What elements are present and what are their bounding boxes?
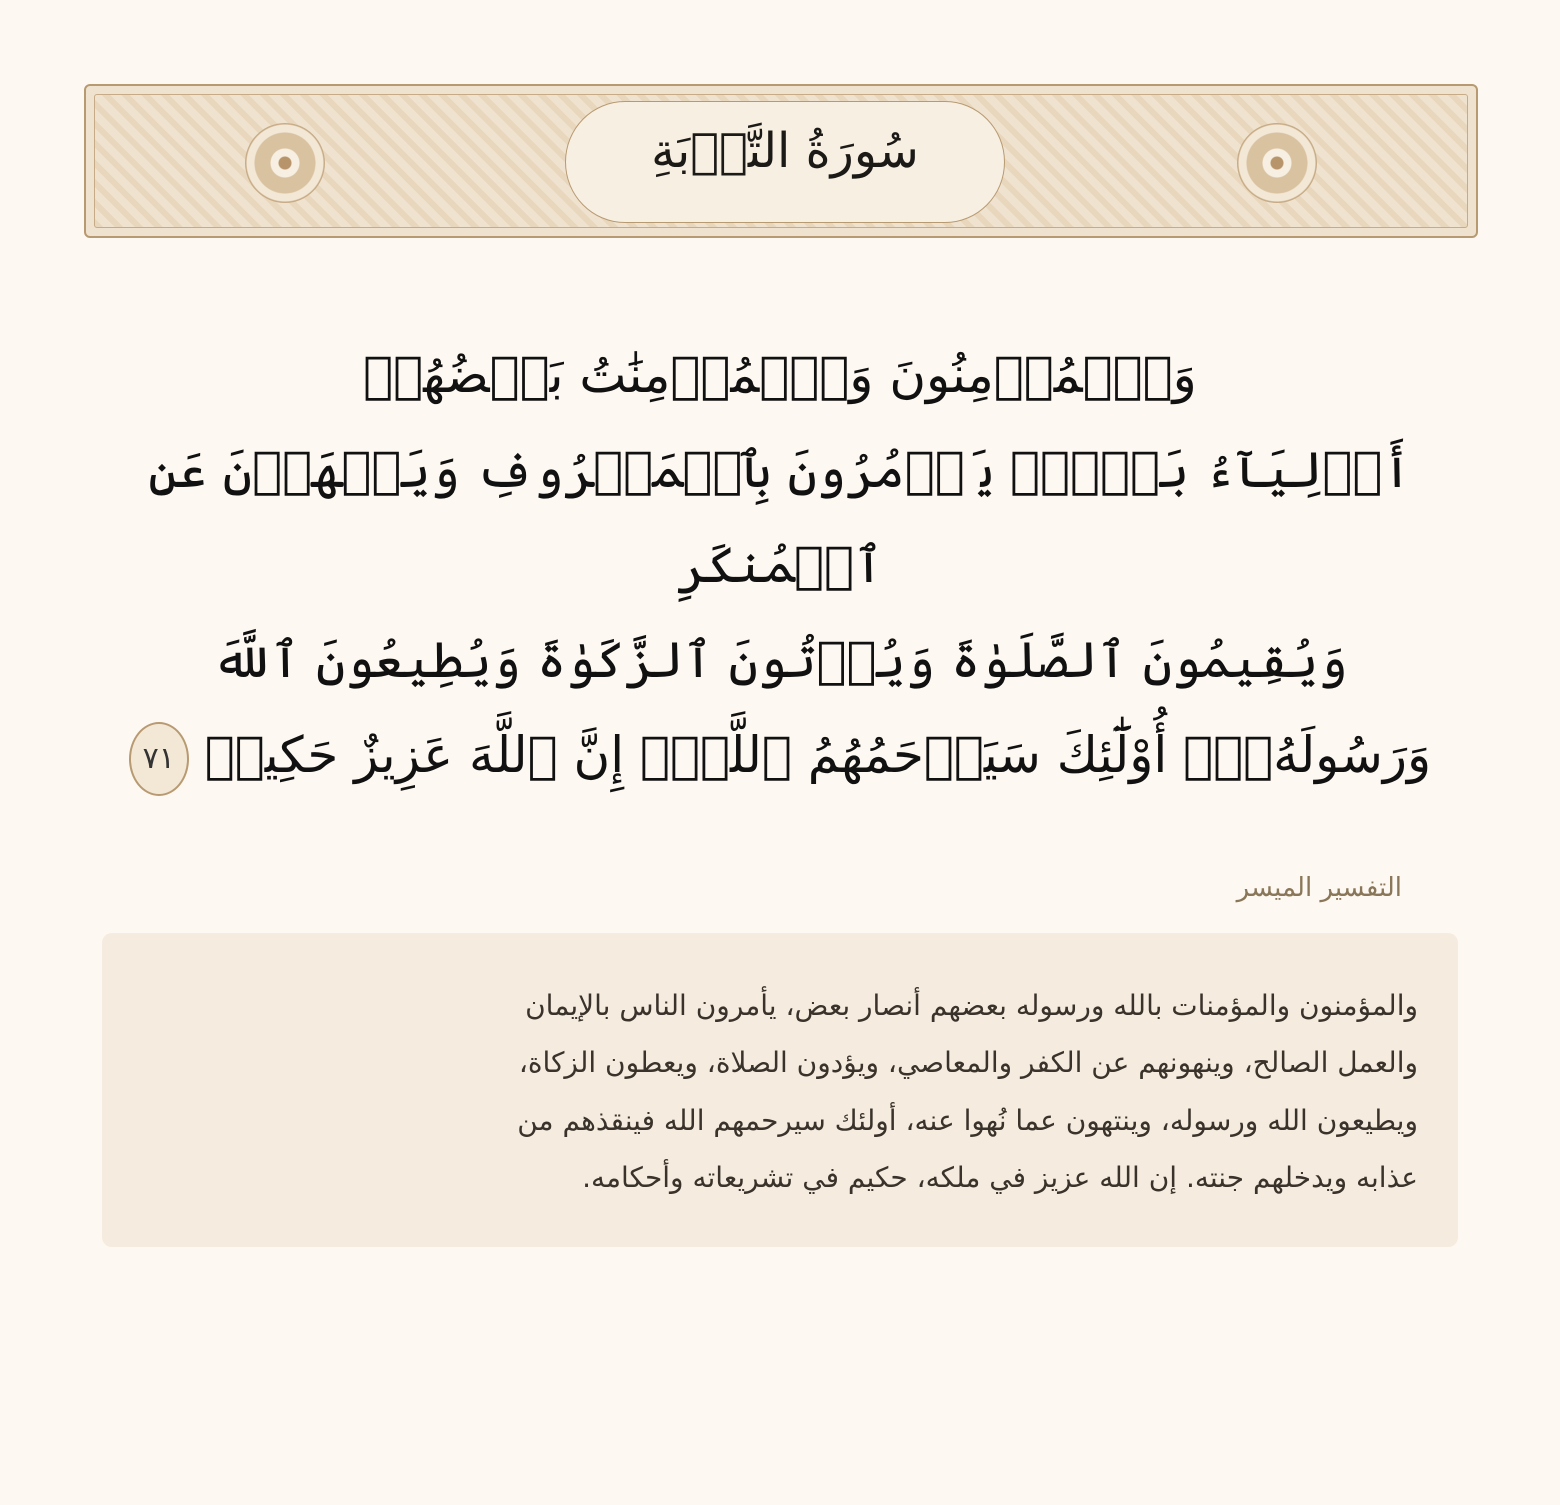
tafsir-line: والمؤمنون والمؤمنات بالله ورسوله بعضهم أنصار بعض، يأمرون الناس بالإيمان: [525, 989, 1418, 1022]
verse-block: [90, 328, 1470, 803]
surah-header-banner: [84, 84, 1478, 238]
tafsir-label: التفسير الميسر: [1236, 873, 1402, 903]
tafsir-box: [102, 933, 1458, 1247]
flower-ornament-icon: [1237, 123, 1317, 203]
ayah-number-marker: ٧١: [129, 722, 189, 796]
ornament-pattern: [94, 94, 1468, 228]
verse-line: وَيُقِيمُونَ ٱلصَّلَوٰةَ وَيُؤۡتُونَ ٱلزَّكَوٰةَ وَيُطِيعُونَ ٱللَّهَ: [212, 631, 1348, 689]
tafsir-line: ويطيعون الله ورسوله، وينتهون عما نُهوا عنه، أولئك سيرحمهم الله فينقذهم من: [517, 1103, 1418, 1137]
tafsir-line: والعمل الصالح، وينهونهم عن الكفر والمعاصي، ويؤدون الصلاة، ويعطون الزكاة،: [518, 1046, 1418, 1080]
verse-line-last: [90, 708, 1470, 803]
surah-title: سُورَةُ التَّوۡبَةِ: [651, 123, 919, 179]
verse-line: وَٱلۡمُؤۡمِنُونَ وَٱلۡمُؤۡمِنَٰتُ بَعۡضُهُمۡ: [363, 346, 1197, 404]
verse-line: وَرَسُولَهُۥٓۚ أُوْلَٰٓئِكَ سَيَرۡحَمُهُمُ ٱللَّهُۗ إِنَّ ٱللَّهَ عَزِيزٌ حَكِيمٞ: [204, 726, 1432, 784]
flower-ornament-icon: [245, 123, 325, 203]
tafsir-line: عذابه ويدخلهم جنته. إن الله عزيز في ملكه، حكيم في تشريعاته وأحكامه.: [582, 1161, 1418, 1195]
verse-line: أَوۡلِيَآءُ بَعۡضٖۚ يَأۡمُرُونَ بِٱلۡمَعۡرُوفِ وَيَنۡهَوۡنَ عَنِ ٱلۡمُنكَرِ: [148, 441, 1412, 594]
